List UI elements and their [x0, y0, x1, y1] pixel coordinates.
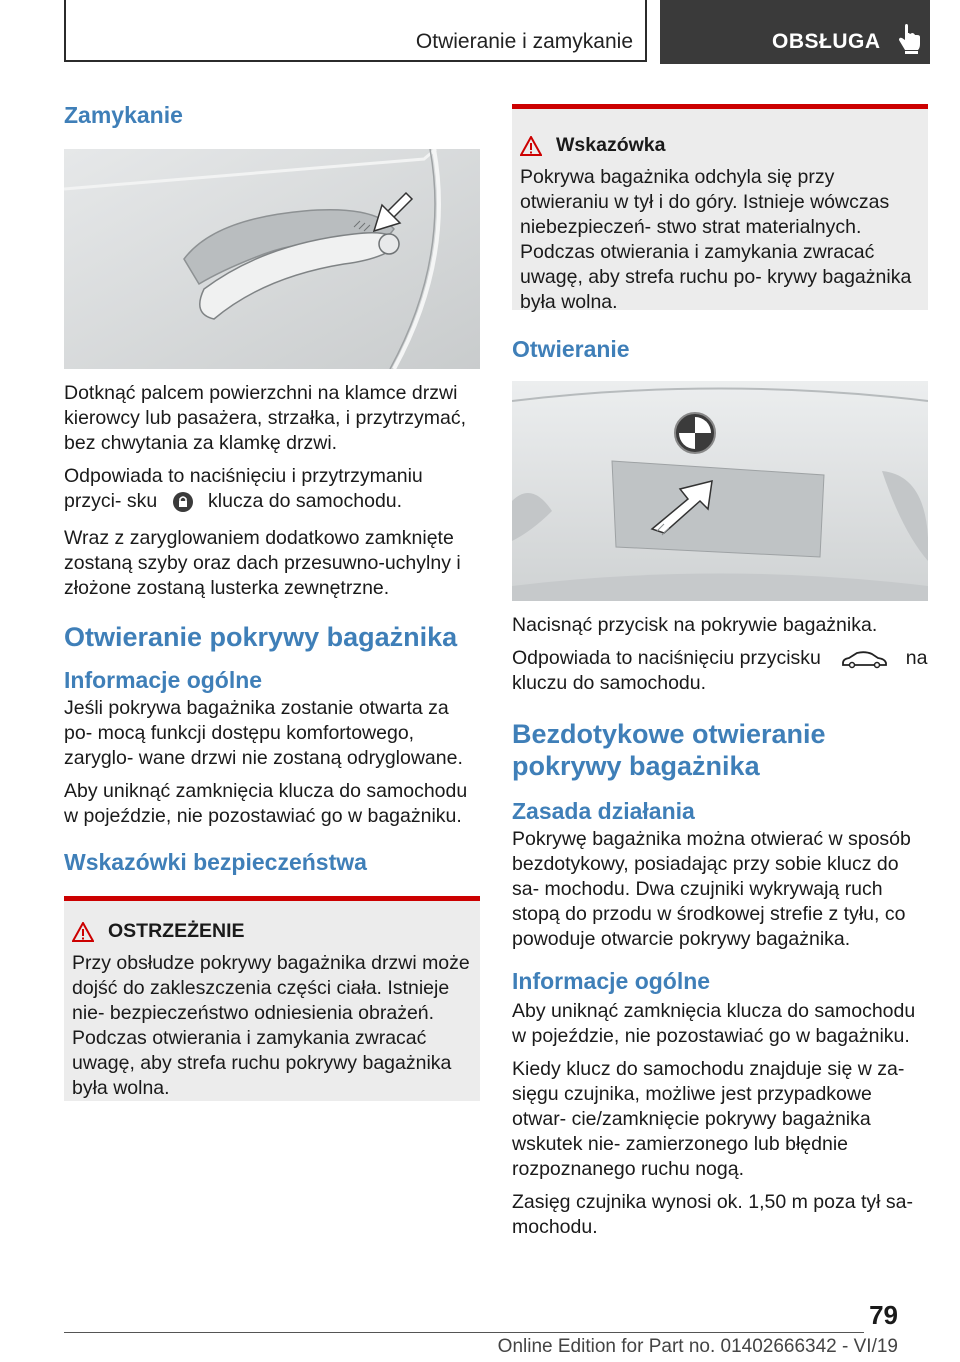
warning-box — [64, 896, 480, 1101]
heading-safety: Wskazówki bezpieczeństwa — [64, 849, 367, 875]
warning-triangle-icon — [72, 922, 94, 942]
heading-info-general-left: Informacje ogólne — [64, 667, 263, 693]
zamykanie-paragraph-2 — [64, 464, 480, 514]
otwieranie-paragraph-2 — [512, 646, 928, 696]
heading-otwieranie: Otwieranie — [512, 336, 630, 362]
zamykanie-paragraph-1: Dotknąć palcem powierzchni na klamce drzwi kierowcy lub pasażera, strzałka, i przytrzymać, bez chwytania za klamkę drzwi. — [64, 382, 467, 454]
header-chapter-tab — [660, 0, 930, 64]
heading-info-general-right: Informacje ogólne — [512, 968, 711, 994]
info-paragraph-1-left: Jeśli pokrywa bagażnika zostanie otwarta za po‐ mocą funkcji dostępu komfortowego, zaryglo‐ wane drzwi nie zostaną odryglowane. — [64, 697, 463, 769]
footer-divider — [64, 1332, 864, 1333]
trunk-button-figure — [512, 381, 928, 601]
note-title: Wskazówka — [556, 134, 666, 156]
right-column — [512, 100, 928, 1240]
left-column — [64, 100, 480, 1101]
warning-text: Przy obsłudze pokrywy bagażnika drzwi może dojść do zakleszczenia części ciała. Istnieje nie‐ bezpieczeństwo odniesienia obrażeń. Podczas otwierania i zamykania zwracać uwagę, aby strefa ruchu pokrywy bagażnika była wolna. — [72, 952, 470, 1099]
otwieranie-paragraph-2-start: Odpowiada to naciśnięciu przycisku — [512, 647, 821, 669]
info-paragraph-2-right: Kiedy klucz do samochodu znajduje się w za‐ sięgu czujnika, możliwe jest przypadkowe otwar‐ cie/zamknięcie pokrywy bagażnika wskutek nie‐ zamierzonego lub błędnie rozpoznanego ruchu nogą. — [512, 1058, 905, 1180]
note-bar — [512, 104, 928, 109]
footer-text: Online Edition for Part no. 01402666342 - VI/19 — [497, 1336, 898, 1357]
otwieranie-paragraph-1: Nacisnąć przycisk na pokrywie bagażnika. — [512, 614, 878, 636]
note-box — [512, 104, 928, 313]
heading-trunk-opening: Otwieranie pokrywy bagażnika — [64, 622, 458, 652]
warning-header — [72, 920, 470, 943]
warning-bar — [64, 896, 480, 901]
door-handle-figure — [64, 149, 480, 369]
page-number: 79 — [869, 1300, 898, 1330]
note-text: Pokrywa bagażnika odchyla się przy otwieraniu w tył i do góry. Istnieje wówczas niebezpieczeń‐ stwo strat materialnych. Podczas otwierania i zamykania zwracać uwagę, aby strefa ruchu po‐ krywy bagażnika była wolna. — [520, 166, 912, 313]
warning-title: OSTRZEŻENIE — [108, 920, 245, 942]
header-section-title: Otwieranie i zamykanie — [415, 30, 633, 53]
door-handle-illustration — [64, 149, 480, 369]
warning-triangle-icon — [520, 136, 542, 156]
heading-hands-free: Bezdotykowe otwieranie pokrywy bagażnika — [512, 719, 826, 781]
header-chapter-title: OBSŁUGA — [772, 30, 881, 53]
info-paragraph-3-right: Zasięg czujnika wynosi ok. 1,50 m poza tył sa‐ mochodu. — [512, 1191, 914, 1238]
otwieranie-paragraph-2-end: na kluczu do samochodu. — [512, 647, 928, 694]
heading-principle: Zasada działania — [512, 798, 695, 824]
principle-paragraph: Pokrywę bagażnika można otwierać w sposób bezdotykowy, posiadając przy sobie klucz do sa‐ mochodu. Dwa czujniki wykrywają ruch stopą do przodu w środkowej strefie z tyłu, co powoduje otwarcie pokrywy bagażnika. — [512, 828, 911, 950]
heading-zamykanie: Zamykanie — [64, 102, 183, 128]
zamykanie-paragraph-2-end: klucza do samochodu. — [208, 490, 403, 512]
zamykanie-paragraph-2-start: Odpowiada to naciśnięciu i przytrzymaniu przyci‐ sku — [64, 465, 423, 512]
info-paragraph-2-left: Aby uniknąć zamknięcia klucza do samochodu w pojeździe, nie pozostawiać go w bagażniku. — [64, 780, 468, 827]
header-section-box — [64, 0, 647, 62]
lock-button-icon — [171, 491, 195, 513]
zamykanie-paragraph-3: Wraz z zaryglowaniem dodatkowo zamknięte zostaną szyby oraz dach przesuwno-uchylny i złożone zostaną lusterka zewnętrzne. — [64, 527, 461, 599]
hand-pointer-icon — [896, 24, 924, 54]
trunk-lid-illustration — [512, 381, 928, 601]
note-header — [520, 134, 922, 157]
car-trunk-icon — [840, 648, 890, 670]
info-paragraph-1-right: Aby uniknąć zamknięcia klucza do samochodu w pojeździe, nie pozostawiać go w bagażniku. — [512, 1000, 916, 1047]
